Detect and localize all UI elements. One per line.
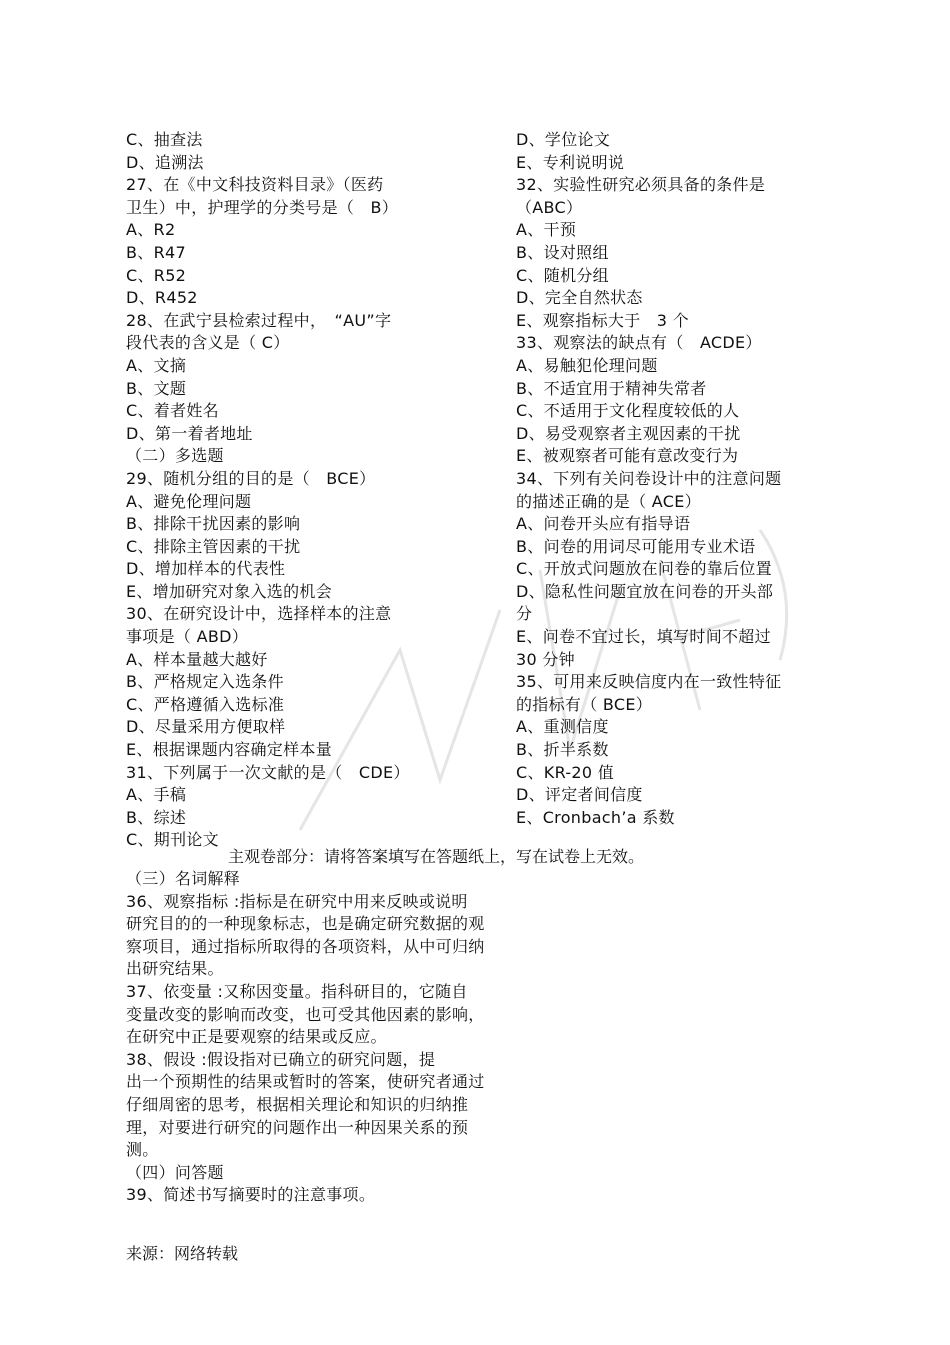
question-line: 28、在武宁县检索过程中， “AU”字 <box>126 310 392 330</box>
question-line: E、Cronbach’a 系数 <box>516 807 675 827</box>
question-line: B、设对照组 <box>516 242 609 262</box>
question-line: B、折半系数 <box>516 740 609 760</box>
right-column <box>516 129 811 829</box>
answer-line: 变量改变的影响而改变，也可受其他因素的影响， <box>126 1004 485 1024</box>
question-line: D、尽量采用方便取样 <box>126 717 286 737</box>
question-line: 30、在研究设计中，选择样本的注意 <box>126 604 392 624</box>
question-line: 34、下列有关问卷设计中的注意问题 <box>516 468 782 488</box>
answer-line: 在研究中正是要观察的结果或反应。 <box>126 1027 387 1047</box>
question-line: E、观察指标大于 3 个 <box>516 310 689 330</box>
question-line: D、增加样本的代表性 <box>126 559 286 579</box>
answer-line: 察项目，通过指标所取得的各项资料，从中可归纳 <box>126 936 485 956</box>
question-line: B、严格规定入选条件 <box>126 672 284 692</box>
answer-line: 出一个预期性的结果或暂时的答案，使研究者通过 <box>126 1072 485 1092</box>
question-line: B、排除干扰因素的影响 <box>126 514 301 534</box>
question-line: B、不适宜用于精神失常者 <box>516 378 707 398</box>
answer-line: 理，对要进行研究的问题作出一种因果关系的预 <box>126 1117 469 1137</box>
question-line: C、随机分组 <box>516 265 609 285</box>
bottom-section <box>126 868 526 1207</box>
answer-line: 38、假设 :假设指对已确立的研究问题，提 <box>126 1049 436 1069</box>
answer-line: 39、简述书写摘要时的注意事项。 <box>126 1185 376 1205</box>
question-line: A、R2 <box>126 220 176 240</box>
question-line: D、易受观察者主观因素的干扰 <box>516 423 741 443</box>
question-line: 33、观察法的缺点有（ ACDE） <box>516 333 762 353</box>
question-line: D、R452 <box>126 288 198 308</box>
answer-line: （四）问答题 <box>126 1162 224 1182</box>
question-line: C、开放式问题放在问卷的靠后位置 <box>516 559 772 579</box>
question-line: E、被观察者可能有意改变行为 <box>516 446 739 466</box>
question-line: A、易触犯伦理问题 <box>516 355 658 375</box>
question-line: 29、随机分组的目的是（ BCE） <box>126 468 376 488</box>
left-column <box>126 129 521 852</box>
question-line: E、问卷不宜过长，填写时间不超过 <box>516 627 771 647</box>
subjective-notice: 主观卷部分：请将答案填写在答题纸上，写在试卷上无效。 <box>228 847 645 866</box>
question-line: C、着者姓名 <box>126 401 219 421</box>
question-line: 卫生）中，护理学的分类号是（ B） <box>126 197 399 217</box>
question-line: 的描述正确的是（ ACE） <box>516 491 701 511</box>
question-line: 事项是（ ABD） <box>126 627 249 647</box>
answer-line: 仔细周密的思考，根据相关理论和知识的归纳推 <box>126 1094 469 1114</box>
question-line: D、隐私性问题宜放在问卷的开头部 <box>516 581 774 601</box>
question-line: B、问卷的用词尽可能用专业术语 <box>516 536 756 556</box>
question-line: 31、下列属于一次文献的是（ CDE） <box>126 762 410 782</box>
question-line: A、文摘 <box>126 355 187 375</box>
question-line: 分 <box>516 604 533 624</box>
question-line: 35、可用来反映信度内在一致性特征 <box>516 672 782 692</box>
question-line: C、期刊论文 <box>126 830 219 850</box>
question-line: 32、实验性研究必须具备的条件是 <box>516 175 766 195</box>
question-line: C、KR-20 值 <box>516 762 615 782</box>
question-line: （二）多选题 <box>126 446 224 466</box>
answer-line: 测。 <box>126 1140 159 1160</box>
answer-line: 37、依变量 :又称因变量。指科研目的，它随自 <box>126 981 468 1001</box>
question-line: A、干预 <box>516 220 577 240</box>
source-line: 来源：网络转载 <box>126 1244 239 1263</box>
question-line: A、重测信度 <box>516 717 609 737</box>
answer-line: 36、观察指标 :指标是在研究中用来反映或说明 <box>126 891 468 911</box>
question-line: C、R52 <box>126 265 187 285</box>
question-line: E、专利说明说 <box>516 152 625 172</box>
question-line: （ABC） <box>516 197 583 217</box>
question-line: D、完全自然状态 <box>516 288 643 308</box>
question-line: A、避免伦理问题 <box>126 491 252 511</box>
question-line: A、样本量越大越好 <box>126 649 268 669</box>
question-line: 30 分钟 <box>516 649 575 669</box>
question-line: B、文题 <box>126 378 187 398</box>
question-line: B、综述 <box>126 807 187 827</box>
answer-line: （三）名词解释 <box>126 869 241 888</box>
question-line: D、追溯法 <box>126 152 204 172</box>
question-line: C、抽查法 <box>126 130 203 149</box>
question-line: B、R47 <box>126 242 186 262</box>
question-line: 的指标有（ BCE） <box>516 694 653 714</box>
question-line: A、手稿 <box>126 785 187 805</box>
question-line: A、问卷开头应有指导语 <box>516 514 691 534</box>
question-line: D、评定者间信度 <box>516 785 643 805</box>
question-line: C、严格遵循入选标准 <box>126 694 285 714</box>
question-line: E、增加研究对象入选的机会 <box>126 581 333 601</box>
question-line: 27、在《中文科技资料目录》（医药 <box>126 175 384 195</box>
question-line: E、根据课题内容确定样本量 <box>126 740 333 760</box>
question-line: 段代表的含义是（ C） <box>126 333 290 353</box>
question-line: C、不适用于文化程度较低的人 <box>516 401 740 421</box>
question-line: D、第一着者地址 <box>126 423 253 443</box>
question-line: D、学位论文 <box>516 130 611 149</box>
answer-line: 出研究结果。 <box>126 959 224 979</box>
answer-line: 研究目的的一种现象标志，也是确定研究数据的观 <box>126 914 485 934</box>
question-line: C、排除主管因素的干扰 <box>126 536 301 556</box>
